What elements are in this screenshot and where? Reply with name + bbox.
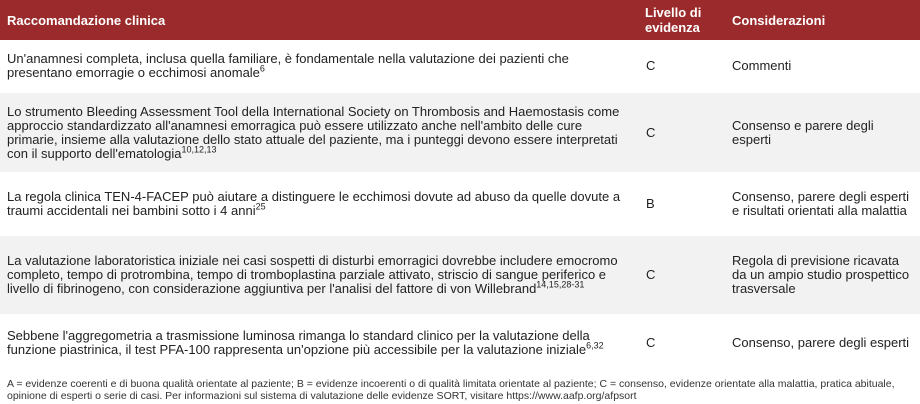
table-row xyxy=(0,93,920,173)
considerations-cell: Regola di previsione ricavata da un ampio studio prospettico trasversale xyxy=(725,236,920,315)
table-row xyxy=(0,315,920,371)
evidence-level-cell: B xyxy=(634,173,725,236)
reference-superscript: 14,15,28-31 xyxy=(536,279,585,290)
recommendation-cell xyxy=(0,315,634,371)
evidence-level-cell: C xyxy=(634,40,725,93)
table-footnote: A = evidenze coerenti e di buona qualità orientate al paziente; B = evidenze incoerenti o di qualità limitata orientate al paziente; C = consenso, evidenze orientate alla malattia, pratica abituale, opinione di esperti o serie di casi. Per informazioni sul sistema di valutazione delle evidenze SORT, visitare https://www.aafp.org/afpsort xyxy=(7,378,895,402)
header-evidence-line2: evidenza xyxy=(645,20,700,35)
table-row xyxy=(0,173,920,236)
considerations-cell: Commenti xyxy=(725,40,920,93)
considerations-cell: Consenso e parere degli esperti xyxy=(725,93,920,173)
header-recommendation: Raccomandazione clinica xyxy=(0,0,634,40)
evidence-level-cell: C xyxy=(634,315,725,371)
recommendation-text: La regola clinica TEN-4-FACEP può aiutare a distinguere le ecchimosi dovute ad abuso da quelle dovute a traumi accidentali nei bambini sotto i 4 anni xyxy=(7,189,621,218)
recommendation-text: Sebbene l'aggregometria a trasmissione luminosa rimanga lo standard clinico per la valutazione della funzione piastrinica, il test PFA-100 rappresenta un'opzione più accessibile per la valutazione iniziale xyxy=(7,327,590,357)
recommendation-cell xyxy=(0,40,634,93)
header-considerations: Considerazioni xyxy=(725,0,920,40)
considerations-cell: Consenso, parere degli esperti xyxy=(725,315,920,371)
reference-superscript: 10,12,13 xyxy=(181,144,217,155)
considerations-cell: Consenso, parere degli esperti e risultati orientati alla malattia xyxy=(725,173,920,236)
recommendation-text: Un'anamnesi completa, inclusa quella familiare, è fondamentale nella valutazione dei pazienti che presentano emorragie o ecchimosi anomale xyxy=(7,51,569,80)
header-evidence-line1: Livello di xyxy=(645,5,702,20)
header-evidence-level xyxy=(634,0,725,40)
reference-superscript: 25 xyxy=(255,201,266,212)
evidence-level-cell: C xyxy=(634,93,725,173)
reference-superscript: 6,32 xyxy=(586,340,604,351)
evidence-level-cell: C xyxy=(634,236,725,315)
recommendation-text: Lo strumento Bleeding Assessment Tool della International Society on Thrombosis and Haemostasis come approccio standardizzato all'anamnesi emorragica può essere utilizzato anche nell'ambito delle cure primarie, insieme alla valutazione dello stato attuale del paziente, ma i punteggi devono essere interpretati con il supporto dell'ematologia xyxy=(7,103,620,161)
recommendation-cell xyxy=(0,236,634,315)
table-row xyxy=(0,236,920,315)
reference-superscript: 6 xyxy=(259,63,265,74)
table-row xyxy=(0,40,920,93)
recommendation-cell xyxy=(0,173,634,236)
recommendation-cell xyxy=(0,93,634,173)
recommendation-text: La valutazione laboratoristica iniziale nei casi sospetti di disturbi emorragici dovrebbe includere emocromo completo, tempo di protrombina, tempo di tromboplastina parziale attivato, striscio di sangue periferico e livello di fibrinogeno, con considerazione aggiuntiva per l'analisi del fattore di von Willebrand xyxy=(7,253,618,296)
table-header-row xyxy=(0,0,920,40)
